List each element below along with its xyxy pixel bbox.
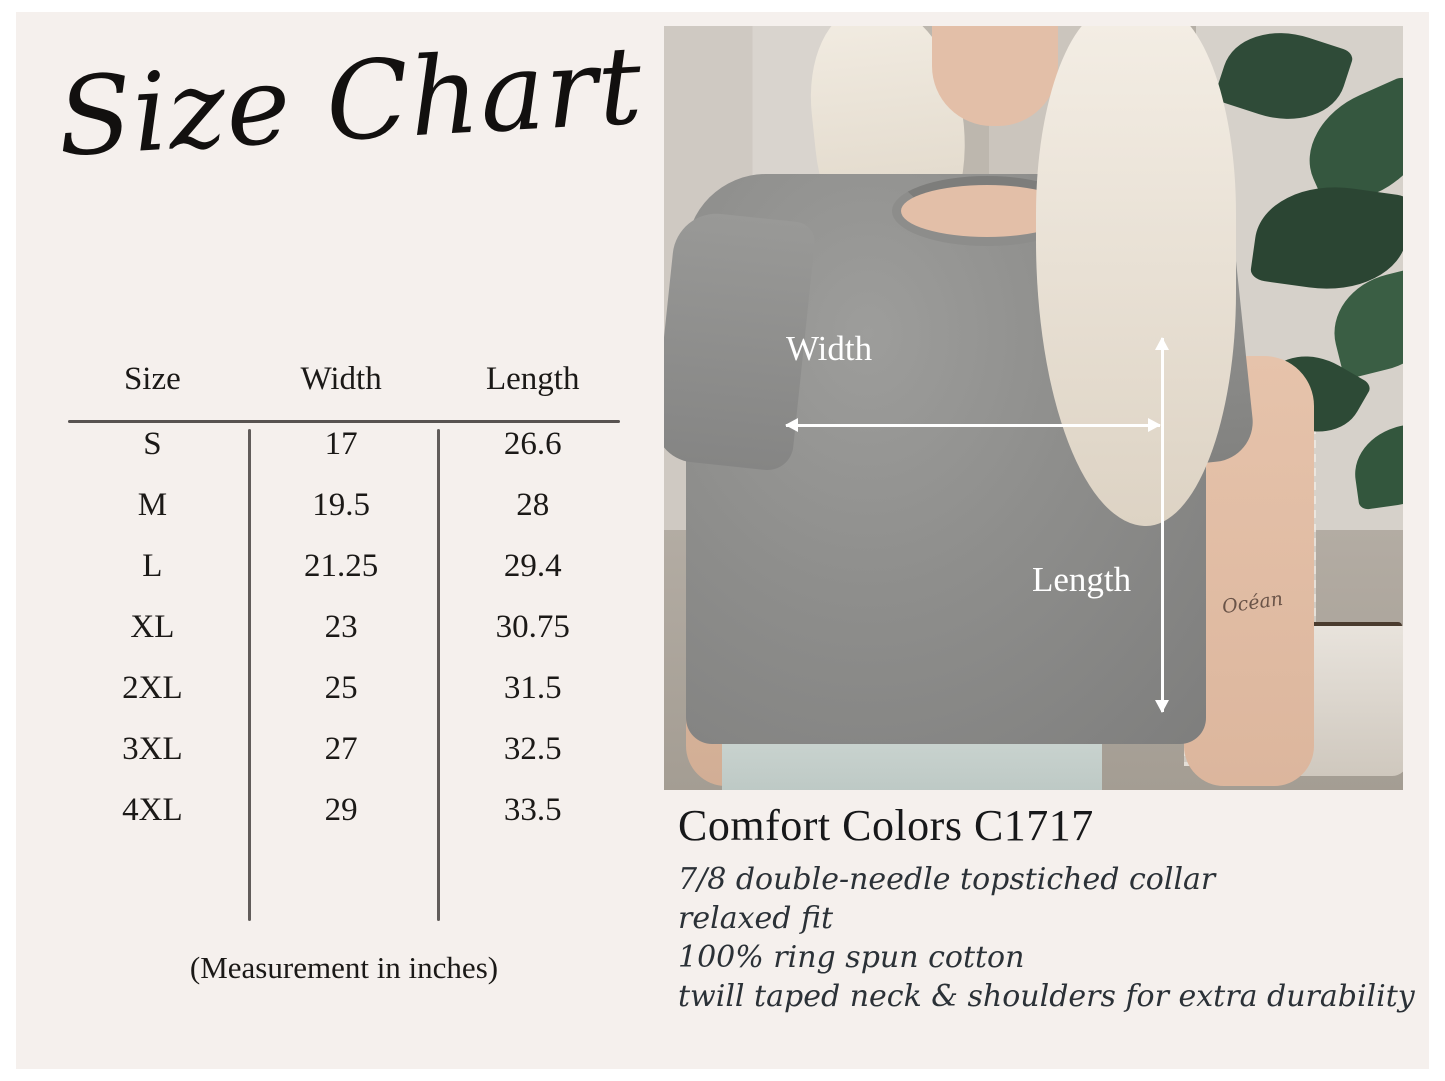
cell-length: 30.75: [495, 609, 570, 645]
size-table: [58, 357, 630, 841]
size-chart-poster: [16, 12, 1429, 1069]
cell-size: L: [142, 548, 163, 584]
width-measure-arrow-icon: [786, 424, 1160, 427]
length-measure-label: Length: [1032, 560, 1132, 599]
cell-length: 28: [516, 487, 550, 523]
feature-item: 100% ring spun cotton: [678, 940, 1025, 975]
table-row: [58, 536, 630, 597]
cell-length: 32.5: [503, 731, 562, 767]
feature-item: relaxed fit: [678, 901, 834, 936]
cell-length: 33.5: [503, 792, 562, 828]
cell-width: 19.5: [312, 487, 370, 523]
table-row: [58, 597, 630, 658]
tattoo-text: Océan: [1220, 587, 1285, 619]
column-header-size: Size: [123, 361, 181, 397]
size-chart-panel: [16, 12, 664, 1069]
cell-size: M: [137, 487, 168, 523]
cell-width: 25: [324, 670, 358, 706]
product-name: Comfort Colors C1717: [678, 801, 1094, 850]
page-title: Size Chart: [54, 23, 646, 181]
cell-width: 27: [324, 731, 358, 767]
table-row: [58, 414, 630, 475]
cell-width: 17: [324, 426, 358, 462]
product-photo: [664, 26, 1403, 790]
feature-item: twill taped neck & shoulders for extra durability: [678, 979, 1415, 1014]
length-measure-arrow-icon: [1161, 338, 1164, 712]
cell-length: 29.4: [503, 548, 562, 584]
column-header-length: Length: [486, 361, 580, 397]
product-panel: [664, 12, 1429, 1069]
product-features: [678, 860, 1418, 1016]
cell-length: 26.6: [503, 426, 562, 462]
measurement-note: (Measurement in inches): [189, 950, 499, 985]
table-row: [58, 780, 630, 841]
table-row: [58, 475, 630, 536]
cell-width: 21.25: [304, 548, 379, 584]
table-header-rule: [68, 420, 620, 423]
size-table-wrapper: [58, 357, 630, 841]
table-row: [58, 719, 630, 780]
width-measure-label: Width: [786, 329, 873, 368]
table-header-row: [58, 357, 630, 414]
cell-width: 23: [324, 609, 358, 645]
table-column-divider-1: [248, 429, 251, 921]
cell-size: 4XL: [122, 792, 183, 828]
cell-size: 2XL: [122, 670, 183, 706]
cell-size: 3XL: [122, 731, 183, 767]
cell-width: 29: [324, 792, 358, 828]
cell-size: S: [143, 426, 162, 462]
cell-length: 31.5: [503, 670, 562, 706]
table-column-divider-2: [437, 429, 440, 921]
table-row: [58, 658, 630, 719]
cell-size: XL: [130, 609, 175, 645]
column-header-width: Width: [300, 361, 382, 397]
feature-item: 7/8 double-needle topstiched collar: [678, 862, 1216, 897]
